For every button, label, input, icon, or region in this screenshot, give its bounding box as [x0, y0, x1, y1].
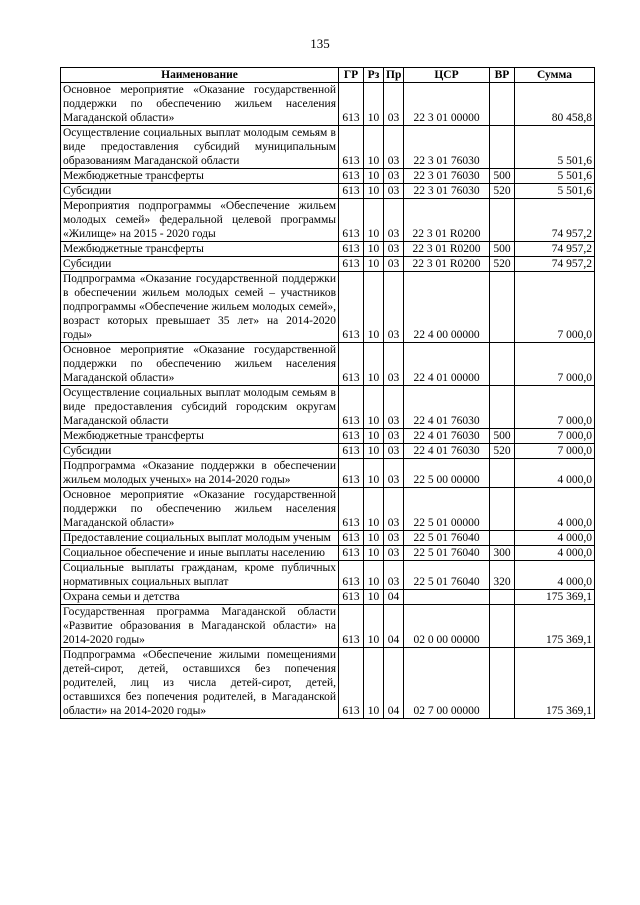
row-vr-cell — [490, 343, 515, 386]
row-name-cell: Подпрограмма «Оказание государственной поддержки в обеспечении жильем молодых семей – участников подпрограммы «Обеспечение жильем молодых семей», возраст которых превышает 35 лет» на 2014-2020 годы» — [61, 272, 339, 343]
row-pr-cell: 03 — [384, 83, 404, 126]
row-sum-cell: 5 501,6 — [515, 126, 595, 169]
row-name-cell: Подпрограмма «Обеспечение жилыми помещениями детей-сирот, детей, оставшихся без попечения родителей, лиц из числа детей-сирот, детей, оставшихся без попечения родителей, в Магаданской области» на 2014-2020 годы» — [61, 648, 339, 719]
row-rz-cell: 10 — [364, 169, 384, 184]
row-name-cell: Субсидии — [61, 444, 339, 459]
row-name-cell: Социальное обеспечение и иные выплаты населению — [61, 546, 339, 561]
row-name-cell: Основное мероприятие «Оказание государственной поддержки по обеспечению жильем населения Магаданской области» — [61, 83, 339, 126]
table-row — [61, 648, 595, 719]
row-name-cell: Социальные выплаты гражданам, кроме публичных нормативных социальных выплат — [61, 561, 339, 590]
row-rz-cell: 10 — [364, 242, 384, 257]
row-csr-cell: 02 7 00 00000 — [404, 648, 490, 719]
row-sum-cell: 7 000,0 — [515, 444, 595, 459]
row-csr-cell: 22 5 01 00000 — [404, 488, 490, 531]
row-rz-cell: 10 — [364, 444, 384, 459]
header-rz: Рз — [364, 68, 384, 83]
row-gr-cell: 613 — [339, 444, 364, 459]
row-gr-cell: 613 — [339, 605, 364, 648]
row-csr-cell — [404, 590, 490, 605]
row-gr-cell: 613 — [339, 648, 364, 719]
row-pr-cell: 03 — [384, 386, 404, 429]
row-vr-cell — [490, 590, 515, 605]
header-gr: ГР — [339, 68, 364, 83]
row-csr-cell: 22 5 01 76040 — [404, 546, 490, 561]
row-csr-cell: 02 0 00 00000 — [404, 605, 490, 648]
row-gr-cell: 613 — [339, 429, 364, 444]
row-name-cell: Субсидии — [61, 257, 339, 272]
row-csr-cell: 22 3 01 R0200 — [404, 199, 490, 242]
row-csr-cell: 22 3 01 00000 — [404, 83, 490, 126]
row-sum-cell: 175 369,1 — [515, 648, 595, 719]
row-gr-cell: 613 — [339, 242, 364, 257]
row-sum-cell: 7 000,0 — [515, 429, 595, 444]
row-csr-cell: 22 5 01 76040 — [404, 531, 490, 546]
row-name-cell: Предоставление социальных выплат молодым ученым — [61, 531, 339, 546]
table-row — [61, 488, 595, 531]
row-csr-cell: 22 4 01 76030 — [404, 444, 490, 459]
row-csr-cell: 22 4 00 00000 — [404, 272, 490, 343]
table-body — [61, 83, 595, 719]
table-row — [61, 386, 595, 429]
row-vr-cell: 520 — [490, 184, 515, 199]
budget-table — [60, 67, 595, 719]
row-vr-cell: 500 — [490, 242, 515, 257]
row-sum-cell: 74 957,2 — [515, 257, 595, 272]
page-number: 135 — [310, 36, 330, 51]
row-sum-cell: 4 000,0 — [515, 459, 595, 488]
row-gr-cell: 613 — [339, 531, 364, 546]
row-gr-cell: 613 — [339, 83, 364, 126]
row-pr-cell: 03 — [384, 561, 404, 590]
row-rz-cell: 10 — [364, 199, 384, 242]
row-gr-cell: 613 — [339, 561, 364, 590]
row-pr-cell: 03 — [384, 126, 404, 169]
row-csr-cell: 22 4 01 76030 — [404, 386, 490, 429]
row-pr-cell: 03 — [384, 272, 404, 343]
row-gr-cell: 613 — [339, 272, 364, 343]
row-gr-cell: 613 — [339, 169, 364, 184]
row-name-cell: Осуществление социальных выплат молодым семьям в виде предоставления субсидий городским округам Магаданской области — [61, 386, 339, 429]
row-sum-cell: 5 501,6 — [515, 169, 595, 184]
row-pr-cell: 03 — [384, 531, 404, 546]
row-csr-cell: 22 5 00 00000 — [404, 459, 490, 488]
row-csr-cell: 22 3 01 R0200 — [404, 257, 490, 272]
row-vr-cell: 520 — [490, 444, 515, 459]
row-pr-cell: 03 — [384, 459, 404, 488]
row-rz-cell: 10 — [364, 561, 384, 590]
row-csr-cell: 22 3 01 R0200 — [404, 242, 490, 257]
row-pr-cell: 03 — [384, 169, 404, 184]
row-pr-cell: 03 — [384, 343, 404, 386]
row-csr-cell: 22 4 01 76030 — [404, 429, 490, 444]
row-sum-cell: 175 369,1 — [515, 590, 595, 605]
row-vr-cell: 320 — [490, 561, 515, 590]
row-vr-cell: 500 — [490, 169, 515, 184]
row-gr-cell: 613 — [339, 488, 364, 531]
row-gr-cell: 613 — [339, 459, 364, 488]
row-sum-cell: 74 957,2 — [515, 199, 595, 242]
row-csr-cell: 22 4 01 00000 — [404, 343, 490, 386]
row-sum-cell: 80 458,8 — [515, 83, 595, 126]
row-gr-cell: 613 — [339, 126, 364, 169]
row-sum-cell: 74 957,2 — [515, 242, 595, 257]
row-csr-cell: 22 5 01 76040 — [404, 561, 490, 590]
table-row — [61, 561, 595, 590]
table-row — [61, 199, 595, 242]
row-rz-cell: 10 — [364, 648, 384, 719]
row-gr-cell: 613 — [339, 257, 364, 272]
row-rz-cell: 10 — [364, 257, 384, 272]
row-name-cell: Основное мероприятие «Оказание государственной поддержки по обеспечению жильем населения Магаданской области» — [61, 343, 339, 386]
row-csr-cell: 22 3 01 76030 — [404, 184, 490, 199]
header-sum: Сумма — [515, 68, 595, 83]
table-row — [61, 184, 595, 199]
row-pr-cell: 03 — [384, 429, 404, 444]
row-vr-cell — [490, 605, 515, 648]
row-name-cell: Межбюджетные трансферты — [61, 242, 339, 257]
row-vr-cell — [490, 386, 515, 429]
row-rz-cell: 10 — [364, 590, 384, 605]
table-row — [61, 605, 595, 648]
row-sum-cell: 4 000,0 — [515, 531, 595, 546]
row-pr-cell: 03 — [384, 546, 404, 561]
table-row — [61, 546, 595, 561]
table-row — [61, 590, 595, 605]
row-pr-cell: 03 — [384, 199, 404, 242]
row-vr-cell — [490, 459, 515, 488]
row-vr-cell — [490, 488, 515, 531]
row-rz-cell: 10 — [364, 605, 384, 648]
row-pr-cell: 04 — [384, 605, 404, 648]
table-row — [61, 459, 595, 488]
row-rz-cell: 10 — [364, 83, 384, 126]
row-vr-cell — [490, 126, 515, 169]
row-name-cell: Государственная программа Магаданской области «Развитие образования в Магаданской области» на 2014-2020 годы» — [61, 605, 339, 648]
row-sum-cell: 7 000,0 — [515, 272, 595, 343]
row-rz-cell: 10 — [364, 184, 384, 199]
table-row — [61, 126, 595, 169]
row-sum-cell: 4 000,0 — [515, 488, 595, 531]
row-pr-cell: 03 — [384, 242, 404, 257]
row-rz-cell: 10 — [364, 531, 384, 546]
row-name-cell: Основное мероприятие «Оказание государственной поддержки по обеспечению жильем населения Магаданской области» — [61, 488, 339, 531]
row-sum-cell: 7 000,0 — [515, 386, 595, 429]
row-sum-cell: 5 501,6 — [515, 184, 595, 199]
header-vr: ВР — [490, 68, 515, 83]
row-vr-cell: 500 — [490, 429, 515, 444]
row-pr-cell: 03 — [384, 444, 404, 459]
row-pr-cell: 04 — [384, 648, 404, 719]
row-name-cell: Охрана семьи и детства — [61, 590, 339, 605]
row-name-cell: Осуществление социальных выплат молодым семьям в виде предоставления субсидий муниципальным образованиям Магаданской области — [61, 126, 339, 169]
row-name-cell: Межбюджетные трансферты — [61, 169, 339, 184]
row-pr-cell: 04 — [384, 590, 404, 605]
row-pr-cell: 03 — [384, 488, 404, 531]
row-sum-cell: 4 000,0 — [515, 561, 595, 590]
row-vr-cell — [490, 83, 515, 126]
row-rz-cell: 10 — [364, 459, 384, 488]
row-rz-cell: 10 — [364, 343, 384, 386]
row-sum-cell: 4 000,0 — [515, 546, 595, 561]
table-row — [61, 242, 595, 257]
row-sum-cell: 175 369,1 — [515, 605, 595, 648]
table-row — [61, 169, 595, 184]
header-pr: Пр — [384, 68, 404, 83]
table-row — [61, 343, 595, 386]
row-gr-cell: 613 — [339, 386, 364, 429]
table-header-row — [61, 68, 595, 83]
table-row — [61, 531, 595, 546]
row-pr-cell: 03 — [384, 257, 404, 272]
row-name-cell: Подпрограмма «Оказание поддержки в обеспечении жильем молодых ученых» на 2014-2020 годы» — [61, 459, 339, 488]
row-gr-cell: 613 — [339, 590, 364, 605]
table-row — [61, 83, 595, 126]
row-gr-cell: 613 — [339, 184, 364, 199]
row-vr-cell: 520 — [490, 257, 515, 272]
table-row — [61, 429, 595, 444]
row-vr-cell — [490, 199, 515, 242]
row-vr-cell: 300 — [490, 546, 515, 561]
row-rz-cell: 10 — [364, 488, 384, 531]
table-row — [61, 272, 595, 343]
row-rz-cell: 10 — [364, 386, 384, 429]
header-csr: ЦСР — [404, 68, 490, 83]
row-pr-cell: 03 — [384, 184, 404, 199]
row-gr-cell: 613 — [339, 546, 364, 561]
row-name-cell: Субсидии — [61, 184, 339, 199]
row-rz-cell: 10 — [364, 126, 384, 169]
row-rz-cell: 10 — [364, 272, 384, 343]
row-name-cell: Мероприятия подпрограммы «Обеспечение жильем молодых семей» федеральной целевой программы «Жилище» на 2015 - 2020 годы — [61, 199, 339, 242]
row-csr-cell: 22 3 01 76030 — [404, 126, 490, 169]
row-csr-cell: 22 3 01 76030 — [404, 169, 490, 184]
row-vr-cell — [490, 272, 515, 343]
row-vr-cell — [490, 531, 515, 546]
row-name-cell: Межбюджетные трансферты — [61, 429, 339, 444]
row-vr-cell — [490, 648, 515, 719]
header-name: Наименование — [61, 68, 339, 83]
row-rz-cell: 10 — [364, 429, 384, 444]
table-row — [61, 257, 595, 272]
row-gr-cell: 613 — [339, 343, 364, 386]
row-sum-cell: 7 000,0 — [515, 343, 595, 386]
row-rz-cell: 10 — [364, 546, 384, 561]
row-gr-cell: 613 — [339, 199, 364, 242]
table-row — [61, 444, 595, 459]
